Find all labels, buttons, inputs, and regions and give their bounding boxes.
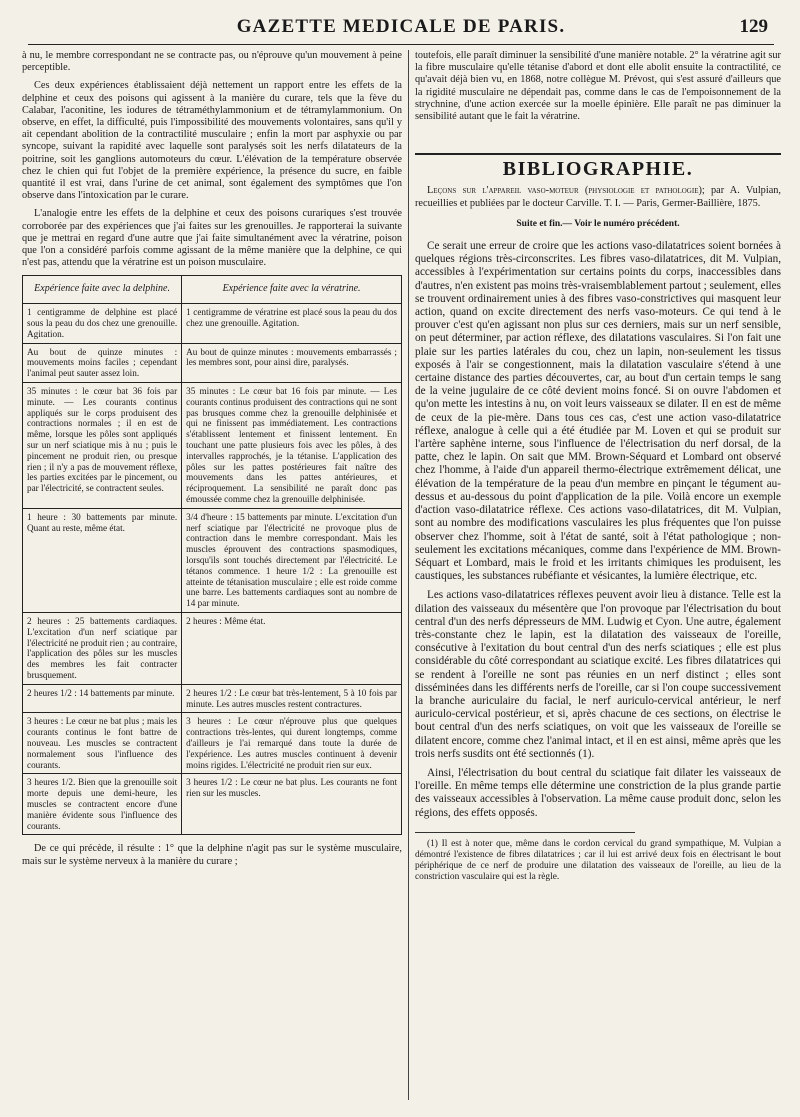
paragraph: toutefois, elle paraît diminuer la sensibilité d'une manière notable. 2° la vératrine agit sur la fibre musculaire qu'elle tétanise d'abord et dont elle abolit ensuite la contractilité, ce qu'avait déjà bien vu, en 1868, notre collègue M. Prévost, qui s'est assuré d'ailleurs que la rigidité musculaire ne dépendait pas, comme dans le cas de l'empoisonnement de la strychnine, d'une action exercée sur la moelle épinière. Elle paraît ne pas diminuer la sensibilité autant que le fait la vératrine. (415, 50, 781, 123)
paragraph: à nu, le membre correspondant ne se contracte pas, ou n'éprouve qu'un mouvement à peine perceptible. (22, 50, 402, 74)
table-cell: 3 heures : Le cœur n'éprouve plus que quelques contractions très-lentes, qui durent longtemps, comme d'ailleurs je l'ai remarqué dans toute la durée de l'expérience. Les autres muscles continuent à devenir moins rigides. L'électricité ne produit rien sur eux. (182, 713, 402, 774)
book-title: Leçons sur l'appareil vaso-moteur (physiologie et pathologie) (427, 185, 702, 197)
table-cell: 3 heures 1/2. Bien que la grenouille soit morte depuis une demi-heure, les muscles se contractent encore d'une manière évidente sous l'influence des courants. (23, 774, 182, 835)
table-row (23, 774, 402, 835)
paragraph: Ce serait une erreur de croire que les actions vaso-dilatatrices soient bornées à quelques régions très-circonscrites. Les fibres vaso-dilatatrices, dit M. Vulpian, accessibles à l'expérimentation sur certains points du corps, inaccessibles dans d'autres, n'en existent pas moins très-vraisemblablement partout ; seulement, elles se trouvent ordinairement unies à des fibres vaso-constrictives qui masquent leur action, quand on excite directement des nerfs vaso-moteurs. Ce qui tend à le prouver c'est qu'en agissant non plus sur ces derniers, mais sur un nerf sensible, on peut déterminer, par action réflexe, des dilatations vasculaires. Si l'on fait une plaie sur les parties latérales du cou, chez un lapin, non-seulement les tissus exposés à l'air se congestionnent, mais la dilatation vasculaire s'étend à une certaine distance des parties découvertes, car, au bout d'un certain temps le sang de la veine jugulaire de ce côté devient moins foncé. Si on ouvre l'abdomen et qu'on mette les intestins à nu, on voit leurs vaisseaux se dilater. Il en est de même de ceux de la pie-mère. Dans tous ces cas, c'est une action vaso-dilatatrice réflexe, analogue à celle qui a été étudiée par M. Loven et qui se produit sur l'artère saphène interne, sous l'influence de l'électrisation du nerf dorsal, de la patte, chez le lapin. On sait que MM. Brown-Séquard et Lombard ont observé chez l'homme, à l'aide d'un appareil thermo-électrique extrêmement délicat, une élévation de la température de la peau d'un membre en pinçant le tégument au-dessus et au-dessous du point d'application de la pile. Voilà encore un exemple d'action vaso-dilatatrice réflexe. Ces actions vaso-dilatatrices, dit M. Vulpian, sont au nombre des modifications vasculaires les plus fréquentes que l'on puisse observer chez l'homme, soit à l'état de santé, soit à l'état pathologique ; non-seulement les excitations mécaniques, comme dans l'expérience de MM. Brown-Séquart et Lombard, mais le froid et les irritants chimiques les produisent, les caustiques, les substances rubéfiante et vésicantes, la lumière électrique, etc. (415, 240, 781, 583)
table-cell: 2 heures 1/2 : 14 battements par minute. (23, 684, 182, 713)
footnote: (1) Il est à noter que, même dans le cordon cervical du grand sympathique, M. Vulpian a démontré l'existence de fibres dilatatrices ; car il lui est arrivé deux fois en électrisant le bout périphérique de ce nerf de produire une dilatation des vaisseaux de l'oreille, au lieu de la constriction vasculaire qui est la règle. (415, 838, 781, 882)
table-cell: 3 heures : Le cœur ne bat plus ; mais les courants continus le font battre de nouveau. Les muscles se contractent normalement sous l'influence des courants. (23, 713, 182, 774)
table-cell: 2 heures 1/2 : Le cœur bat très-lentement, 5 à 10 fois par minute. Les autres muscles restent contractures. (182, 684, 402, 713)
table-cell: 35 minutes : le cœur bat 36 fois par minute. — Les courants continus appliqués sur le corps produisent des contractions normales ; il en est de même, lorsque les pôles sont appliqués sur un nerf sciatique mis à nu ; puis le pincement ne produit rien, ou presque rien ; il n'y a pas de mouvement réflexe, les parties excitées par le pincement, ou par l'électricité, se contractent seules. (23, 383, 182, 509)
table-cell: 1 centigramme de delphine est placé sous la peau du dos chez une grenouille. Agitation. (23, 304, 182, 343)
table-cell: 1 heure : 30 battements par minute. Quant au reste, même état. (23, 508, 182, 612)
table-cell: 2 heures : 25 battements cardiaques. L'excitation d'un nerf sciatique par l'électricité ne produit rien ; au contraire, l'application des pôles sur les muscles des membres les fait contracter brusquement. (23, 612, 182, 684)
table-cell: 2 heures : Même état. (182, 612, 402, 684)
paragraph: Les actions vaso-dilatatrices réflexes peuvent avoir lieu à distance. Telle est la dilation des vaisseaux du mésentère que l'on provoque par l'électrisation du bout central d'un des nerfs dépresseurs de MM. Ludwig et Cyon. Une autre, également très-constante chez le lapin, est la dilatation des vaisseaux de l'oreille, consécutive à l'exitation du bout central d'un des nerfs sciatiques ; elle est plus considérable du côté correspondant au sciatique excité. Les fibres dilatatrices qui se rendent à l'oreille ne sont pas réunies en un nerf distinct ; elles sont disséminées dans les différents nerfs de l'oreille, car si l'on coupe successivement la branche auriculaire du facial, le nerf auriculo-cervical antérieur, le nerf auriculo-cervical postérieur, et si, après chacune de ces sections, on électrise le bout central d'un des nerfs sciatiques, on voit que les vaisseaux de l'oreille se dilatent encore, comme chez l'animal intact, et il en est ainsi, même après que les trois nerfs susdits ont été sectionnés (1). (415, 589, 781, 760)
column-divider (408, 50, 409, 1100)
page-number: 129 (739, 16, 768, 37)
book-reference (415, 185, 781, 209)
table-cell: 3/4 d'heure : 15 battements par minute. L'excitation d'un nerf sciatique par l'électricité ne provoque plus de contraction dans le membre correspondant. Mais les muscles éprouvent des contractions spasmodiques, lorsqu'ils sont touchés directement par l'électricité. Le tétanos commence. 1 heure 1/2 : La grenouille est atteinte de tétanisation musculaire ; elle est roide comme une barre. Les battements cardiaques sont au nombre de 14 par minute. (182, 508, 402, 612)
table-cell: 1 centigramme de vératrine est placé sous la peau du dos chez une grenouille. Agitation. (182, 304, 402, 343)
table-row (23, 304, 402, 343)
experiment-table (22, 275, 402, 835)
paragraph: Ainsi, l'électrisation du bout central du sciatique fait dilater les vaisseaux de l'oreille. En même temps elle détermine une constriction de la plus grande partie des vaisseaux accessibles à l'observation. La même cause produit donc, selon les régions, des effets opposés. (415, 766, 781, 819)
paragraph: L'analogie entre les effets de la delphine et ceux des poisons curariques s'est trouvée corroborée par des expériences que j'ai faites sur les grenouilles. Je rapporterai la suivante que je mettrai en regard d'une autre que j'ai faite simultanément avec la vératrine, poison que l'on a considéré parfois comme agissant de la même manière que la delphine, ce qui n'est pas, attendu que la vératrine est un poison musculaire. (22, 208, 402, 269)
continuation-note: Suite et fin.— Voir le numéro précédent. (516, 218, 680, 229)
table-header-row (23, 276, 402, 304)
table-cell: Au bout de quinze minutes : mouvements moins faciles ; cependant l'animal peut sauter assez loin. (23, 343, 182, 382)
column-header-veratrine: Expérience faite avec la vératrine. (182, 276, 402, 304)
paragraph: Ces deux expériences établissaient déjà nettement un rapport entre les effets de la delphine et ceux des poisons qui agissent à la manière du curare, tels que la fève du Calabar, l'aconitine, les iodures de tétraméthylammonium et de tétramylammonium. On observe, en effet, la difficulté, puis l'impossibilité des mouvements volontaires, sans qu'il y ait cependant abolition de la contractilité musculaire ; enfin la mort par asphyxie ou par syncope, suivant la rapidité avec laquelle sont paralysés soit les nerfs dilatateurs de la poitrine, soit les ganglions automoteurs du cœur. L'élévation de la température observée chez le chien qui fut l'objet de la première expérience, la présence du sucre, en faible quantité il est vrai, dans l'urine de cet animal, sont également des symptômes que l'on observe dans l'intoxication par le curare. (22, 80, 402, 202)
table-row (23, 383, 402, 509)
page-header (28, 14, 774, 45)
table-row (23, 508, 402, 612)
table-cell: 3 heures 1/2 : Le cœur ne bat plus. Les courants ne font rien sur les muscles. (182, 774, 402, 835)
journal-title: GAZETTE MEDICALE DE PARIS. (236, 16, 566, 37)
review-body (415, 240, 781, 820)
right-column (415, 50, 781, 883)
book-details: ; par A. Vulpian, recueillies et publiées par le docteur Carville. T. I. — Paris, Germer-Baillière, 1875. (415, 185, 781, 209)
table-row (23, 713, 402, 774)
table-cell: 35 minutes : Le cœur bat 16 fois par minute. — Les courants continus produisent des contractions qui ne sont pas brusques comme chez la grenouille delphinisée et qui ne finissent pas immédiatement. Les contractions s'établissent lentement et finissent lentement. En touchant une patte plusieurs fois avec les pôles, à des intervalles rapprochés, je la tétanise. L'application des pôles sur les pattes postérieures fait naître des mouvements dans les pattes antérieures, et réciproquement. La sensibilité ne paraît donc pas émoussée comme chez la grenouille delphinisée. (182, 383, 402, 509)
table-cell: Au bout de quinze minutes : mouvements embarrassés ; les membres sont, pour ainsi dire, paralysés. (182, 343, 402, 382)
table-row (23, 343, 402, 382)
column-header-delphine: Expérience faite avec la delphine. (23, 276, 182, 304)
left-column (22, 50, 402, 874)
table-row (23, 684, 402, 713)
section-title: BIBLIOGRAPHIE. (502, 158, 694, 181)
section-rule (415, 153, 781, 155)
footnote-rule (415, 832, 635, 833)
paragraph: De ce qui précède, il résulte : 1° que la delphine n'agit pas sur le système musculaire, mais sur le système nerveux à la manière du curare ; (22, 843, 402, 867)
table-row (23, 612, 402, 684)
